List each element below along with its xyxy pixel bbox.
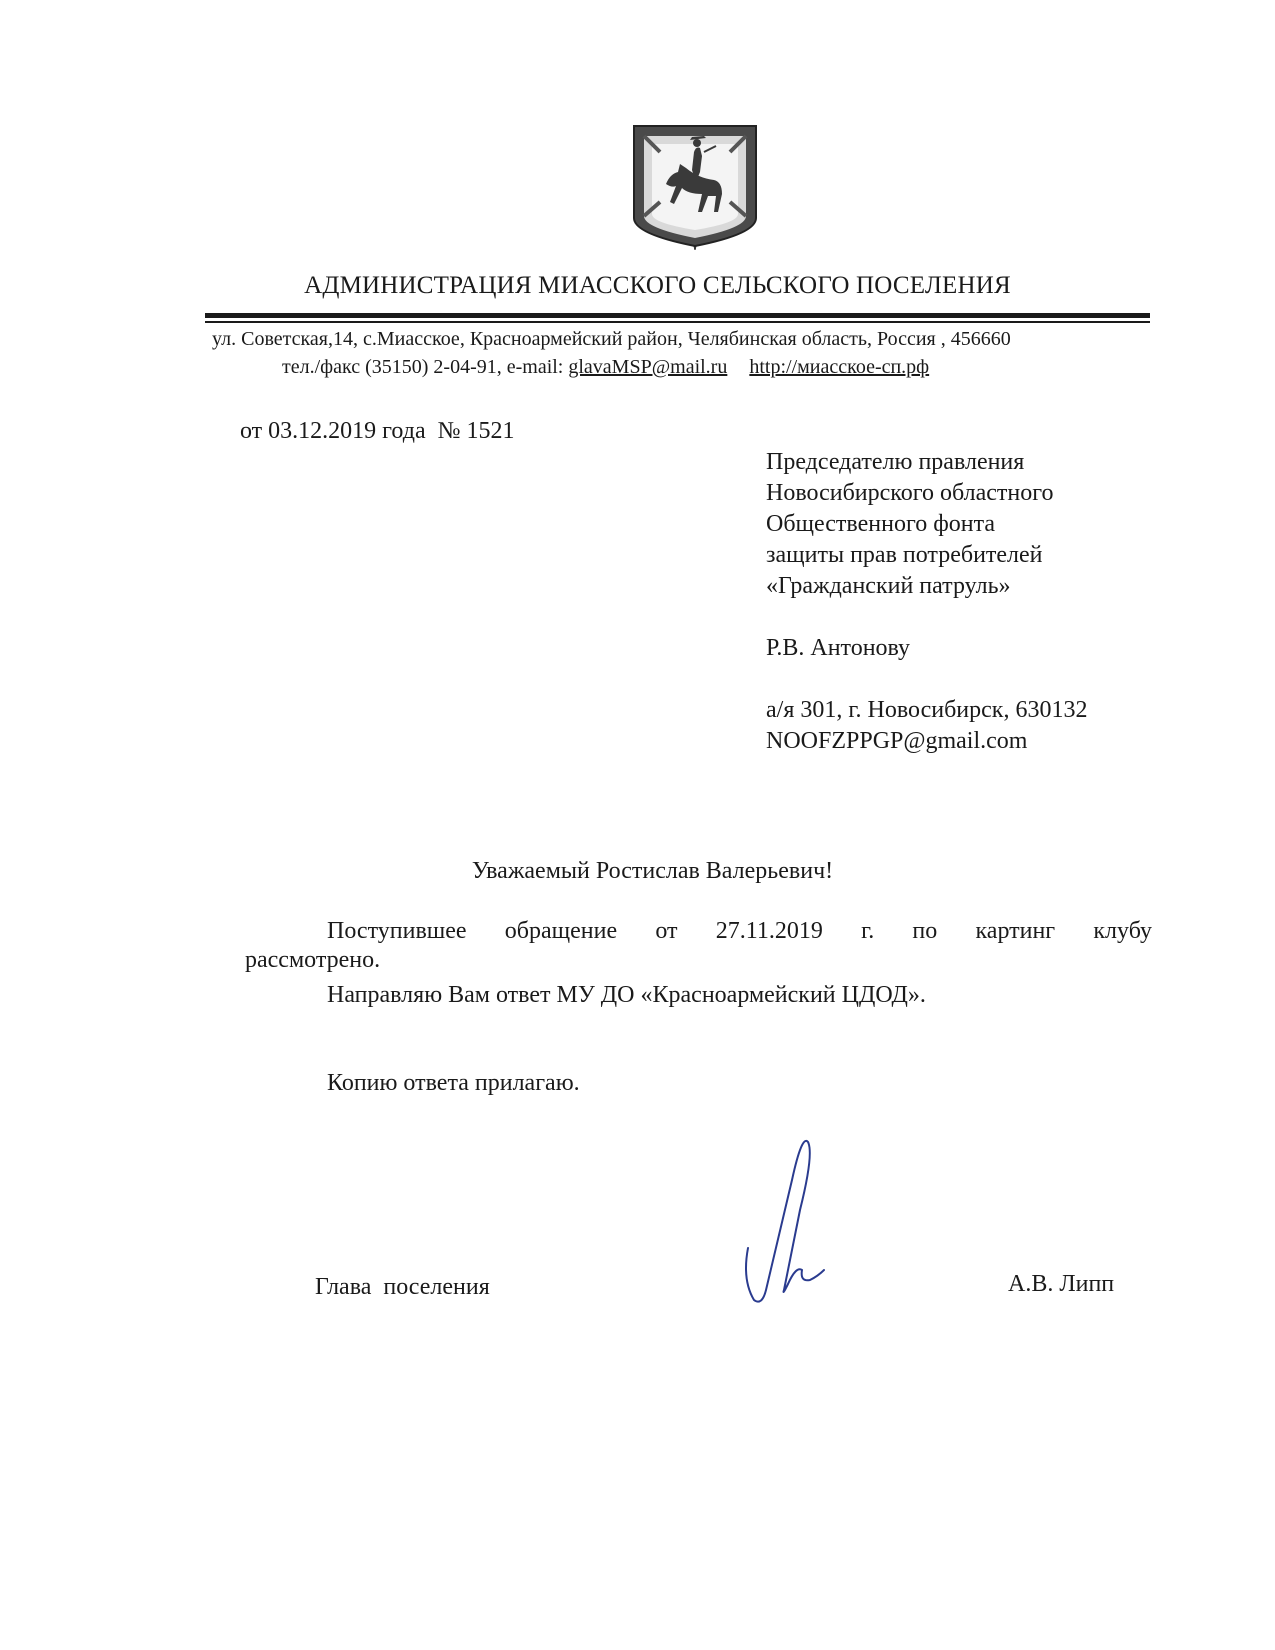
paragraph: Направляю Вам ответ МУ ДО «Красноармейский ЦДОД». [327,982,926,1008]
header-rule-thick [205,313,1150,318]
recipient-line: Новосибирского областного [766,480,1054,506]
recipient-line: «Гражданский патруль» [766,573,1011,599]
salutation: Уважаемый Ростислав Валерьевич! [471,858,834,884]
recipient-line: Общественного фонта [766,511,996,537]
phone-text: тел./факс (35150) 2-04-91, e-mail: [282,356,564,378]
recipient-line: Председателю правления [766,449,1025,475]
handwritten-signature [740,1120,860,1310]
organization-title: АДМИНИСТРАЦИЯ МИАССКОГО СЕЛЬСКОГО ПОСЕЛЕНИЯ [304,272,1011,299]
contact-line [282,356,929,379]
outgoing-reference [240,418,515,445]
recipient-email: NOOFZPPGP@gmail.com [766,728,1028,754]
website-link[interactable]: http://миасское-сп.рф [749,356,930,378]
recipient-block [766,447,1087,757]
paragraph: Копию ответа прилагаю. [327,1070,580,1096]
recipient-postal: а/я 301, г. Новосибирск, 630132 [766,697,1088,723]
header-rule-thin [205,321,1150,323]
signatory-name: А.В. Липп [1008,1271,1115,1297]
email-link[interactable]: glavaMSP@mail.ru [568,356,728,378]
signatory-role: Глава поселения [315,1274,490,1300]
address-line: ул. Советская,14, с.Миасское, Красноармейский район, Челябинская область, Россия , 456660 [212,328,1011,350]
recipient-line: защиты прав потребителей [766,542,1043,568]
coat-of-arms-icon [630,122,760,250]
recipient-name: Р.В. Антонову [766,635,911,661]
reference-date: от 03.12.2019 года [240,418,426,444]
reference-number: № 1521 [437,418,515,444]
paragraph-line: рассмотрено. [245,947,381,973]
paragraph-line: Поступившее обращение от 27.11.2019 г. по картинг клубу [327,918,1152,944]
